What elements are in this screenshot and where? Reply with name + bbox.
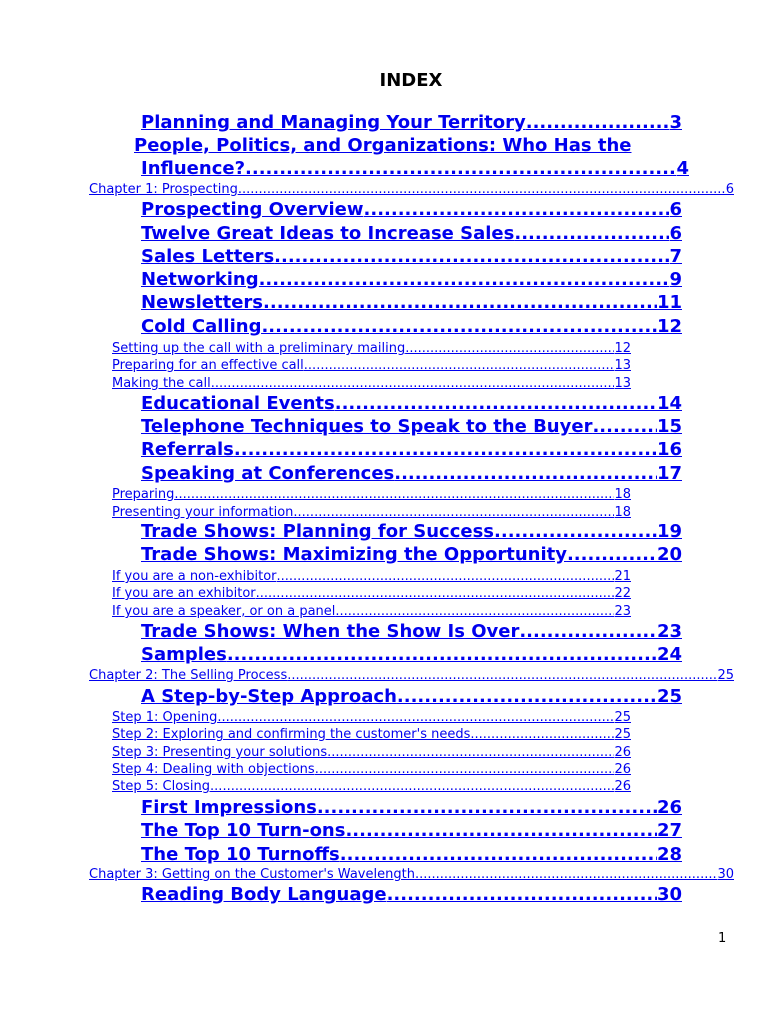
leader-dots (227, 644, 657, 666)
leader-dots (274, 246, 669, 268)
entry-page: 26 (614, 762, 631, 777)
toc-sub-entry[interactable] (112, 341, 631, 357)
leader-dots (567, 544, 657, 566)
toc-entry[interactable] (141, 844, 682, 866)
toc-sub-entry[interactable] (112, 376, 631, 392)
toc-entry[interactable] (141, 316, 682, 338)
entry-page: 25 (614, 727, 631, 742)
toc-entry[interactable] (141, 199, 682, 221)
entry-title: The Top 10 Turn-ons (141, 820, 346, 841)
toc-entry[interactable] (141, 223, 682, 245)
entry-page: 23 (656, 621, 682, 642)
toc-sub-entry[interactable] (112, 604, 631, 620)
toc-sub-entry[interactable] (112, 745, 631, 761)
entry-title: Planning and Managing Your Territory (141, 112, 526, 133)
entry-title: A Step-by-Step Approach (141, 686, 397, 707)
leader-dots (304, 358, 615, 374)
entry-title-line2-row (141, 157, 689, 180)
entry-title: Step 3: Presenting your solutions (112, 745, 328, 760)
entry-title: Setting up the call with a preliminary mailing (112, 341, 406, 356)
leader-dots (217, 710, 614, 726)
entry-page: 19 (656, 521, 682, 542)
entry-title: Step 4: Dealing with objections (112, 762, 315, 777)
entry-page: 20 (656, 544, 682, 565)
entry-page: 13 (614, 376, 631, 391)
entry-page: 15 (656, 416, 682, 437)
toc-sub-entry[interactable] (112, 710, 631, 726)
leader-dots (405, 341, 614, 357)
leader-dots (364, 199, 670, 221)
leader-dots (519, 621, 657, 643)
entry-page: 13 (614, 358, 631, 373)
leader-dots (259, 269, 670, 291)
leader-dots (387, 884, 657, 906)
leader-dots (238, 182, 726, 198)
leader-dots (592, 416, 656, 438)
entry-title: Step 5: Closing (112, 779, 211, 794)
entry-title: Newsletters (141, 292, 264, 313)
toc-entry[interactable] (141, 797, 682, 819)
leader-dots (394, 463, 657, 485)
toc-entry[interactable] (141, 416, 682, 438)
entry-title: If you are a speaker, or on a panel (112, 604, 336, 619)
entry-title: Referrals (141, 439, 234, 460)
entry-title: Sales Letters (141, 246, 275, 267)
leader-dots (327, 745, 614, 761)
entry-page: 27 (656, 820, 682, 841)
entry-title: Twelve Great Ideas to Increase Sales (141, 223, 515, 244)
toc-sub-entry[interactable] (112, 779, 631, 795)
entry-title: Reading Body Language (141, 884, 387, 905)
toc-entry[interactable] (141, 544, 682, 566)
entry-page: 21 (614, 569, 631, 584)
leader-dots (234, 439, 657, 461)
entry-title: If you are a non-exhibitor (112, 569, 277, 584)
leader-dots (415, 867, 718, 883)
leader-dots (263, 292, 657, 314)
toc-sub-entry[interactable] (112, 762, 631, 778)
entry-title: Trade Shows: Maximizing the Opportunity (141, 544, 567, 565)
entry-page: 4 (676, 158, 689, 179)
leader-dots (345, 820, 656, 842)
entry-title: Networking (141, 269, 259, 290)
toc-entry-multiline[interactable] (134, 134, 694, 180)
toc-chapter-entry[interactable] (89, 668, 734, 684)
entry-title: First Impressions (141, 797, 317, 818)
leader-dots (293, 505, 614, 521)
leader-dots (526, 112, 670, 134)
toc-sub-entry[interactable] (112, 586, 631, 602)
entry-page: 25 (614, 710, 631, 725)
entry-title: Preparing for an effective call (112, 358, 304, 373)
entry-page: 12 (614, 341, 631, 356)
entry-page: 7 (669, 246, 682, 267)
leader-dots (317, 797, 657, 819)
entry-page: 26 (614, 779, 631, 794)
entry-title: Cold Calling (141, 316, 262, 337)
entry-title: Trade Shows: Planning for Success (141, 521, 495, 542)
entry-page: 6 (669, 223, 682, 244)
entry-page: 11 (656, 292, 682, 313)
leader-dots (174, 487, 614, 503)
toc-sub-entry[interactable] (112, 487, 631, 503)
leader-dots (261, 316, 656, 338)
toc-entry[interactable] (141, 820, 682, 842)
entry-page: 22 (614, 586, 631, 601)
page-title: INDEX (379, 70, 443, 91)
entry-page: 24 (656, 644, 682, 665)
entry-page: 14 (656, 393, 682, 414)
entry-title: Samples (141, 644, 227, 665)
leader-dots (335, 604, 614, 620)
entry-page: 16 (656, 439, 682, 460)
toc-entry[interactable] (141, 686, 682, 708)
leader-dots (470, 727, 614, 743)
toc-entry[interactable] (141, 269, 682, 291)
leader-dots (340, 844, 657, 866)
entry-title: Preparing (112, 487, 175, 502)
entry-page: 28 (656, 844, 682, 865)
toc-chapter-entry[interactable] (89, 867, 734, 883)
entry-page: 17 (656, 463, 682, 484)
entry-title: Prospecting Overview (141, 199, 364, 220)
entry-title: Trade Shows: When the Show Is Over (141, 621, 520, 642)
entry-title: Step 1: Opening (112, 710, 218, 725)
entry-title: Educational Events (141, 393, 335, 414)
entry-title: Presenting your information (112, 505, 294, 520)
leader-dots (210, 779, 614, 795)
entry-page: 25 (717, 668, 734, 683)
entry-page: 26 (614, 745, 631, 760)
toc-entry[interactable] (141, 644, 682, 666)
toc-entry[interactable] (141, 393, 682, 415)
leader-dots (277, 569, 615, 585)
entry-page: 6 (725, 182, 734, 197)
toc-entry[interactable] (141, 621, 682, 643)
toc-entry[interactable] (141, 292, 682, 314)
page-number: 1 (718, 931, 727, 946)
entry-title: Telephone Techniques to Speak to the Buyer (141, 416, 593, 437)
toc-entry[interactable] (141, 246, 682, 268)
leader-dots (256, 586, 615, 602)
toc-sub-entry[interactable] (112, 569, 631, 585)
entry-title-line2: Influence? (141, 158, 246, 179)
entry-page: 23 (614, 604, 631, 619)
toc-entry[interactable] (141, 439, 682, 461)
entry-title: The Top 10 Turnoffs (141, 844, 340, 865)
entry-page: 6 (669, 199, 682, 220)
entry-page: 12 (656, 316, 682, 337)
entry-title: Speaking at Conferences (141, 463, 395, 484)
entry-page: 3 (669, 112, 682, 133)
toc-sub-entry[interactable] (112, 358, 631, 374)
entry-title: Chapter 1: Prospecting (89, 182, 238, 197)
toc-entry[interactable] (141, 112, 682, 134)
leader-dots (245, 157, 676, 180)
leader-dots (211, 376, 615, 392)
entry-page: 25 (656, 686, 682, 707)
toc-entry[interactable] (141, 884, 682, 906)
entry-title: Chapter 3: Getting on the Customer's Wavelength (89, 867, 415, 882)
entry-title: If you are an exhibitor (112, 586, 256, 601)
leader-dots (397, 686, 657, 708)
leader-dots (287, 668, 717, 684)
leader-dots (315, 762, 615, 778)
entry-page: 26 (656, 797, 682, 818)
entry-title: Making the call (112, 376, 211, 391)
toc-sub-entry[interactable] (112, 727, 631, 743)
toc-chapter-entry[interactable] (89, 182, 734, 198)
toc-sub-entry[interactable] (112, 505, 631, 521)
toc-entry[interactable] (141, 521, 682, 543)
entry-page: 18 (614, 487, 631, 502)
entry-title: Step 2: Exploring and confirming the customer's needs (112, 727, 471, 742)
entry-page: 18 (614, 505, 631, 520)
entry-page: 9 (669, 269, 682, 290)
leader-dots (335, 393, 657, 415)
entry-page: 30 (717, 867, 734, 882)
entry-title-line1: People, Politics, and Organizations: Who Has the (134, 135, 632, 156)
toc-entry[interactable] (141, 463, 682, 485)
leader-dots (514, 223, 669, 245)
entry-page: 30 (656, 884, 682, 905)
entry-title: Chapter 2: The Selling Process (89, 668, 288, 683)
leader-dots (494, 521, 657, 543)
